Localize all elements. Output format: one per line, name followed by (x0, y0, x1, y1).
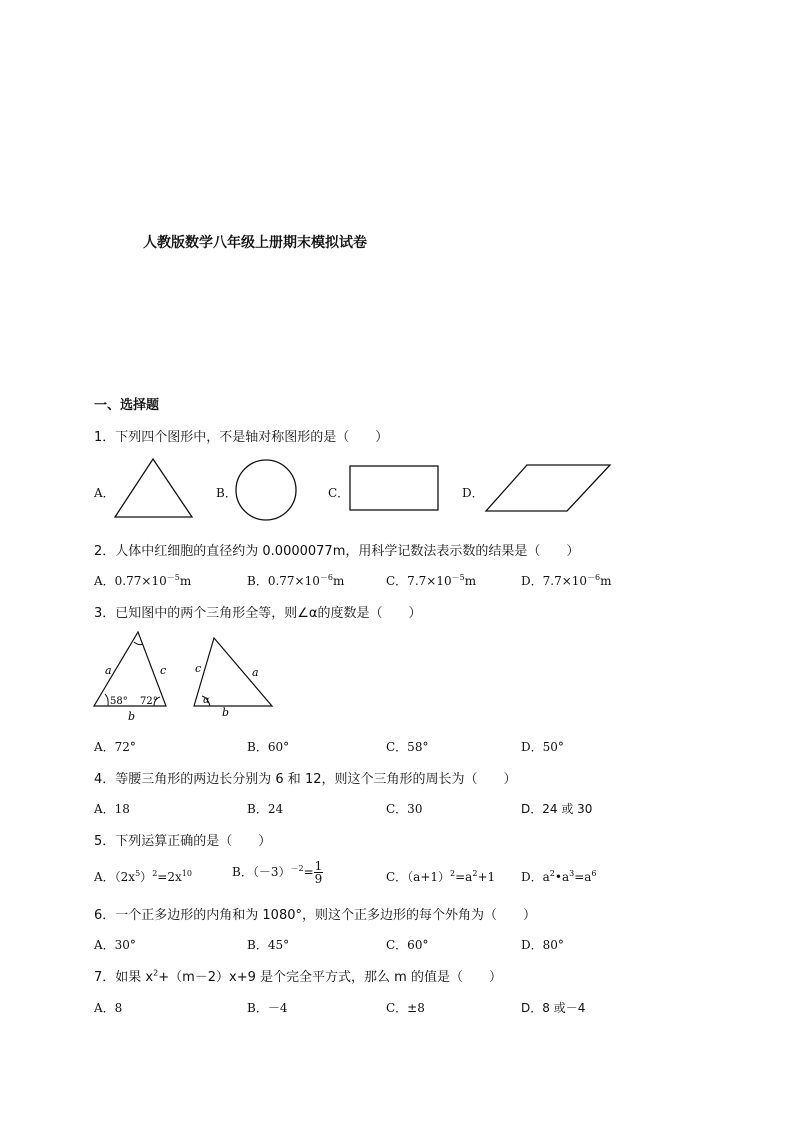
t1-angle-58: 58° (110, 696, 128, 707)
q5-option-c: C．$(a+1)^2=a^2+1$ (386, 869, 496, 884)
rectangle-figure (348, 464, 442, 514)
q2-option-c: C．$7.7\times 10^{-5}m$ (386, 573, 477, 588)
q3-option-c: C．58° (386, 740, 429, 754)
section-heading: 一、选择题 (94, 398, 160, 413)
q6-option-b: B．45° (247, 938, 290, 952)
question-6-stem: 6．一个正多边形的内角和为 1080°，则这个正多边形的每个外角为（ ） (94, 908, 536, 923)
circle-figure (232, 458, 300, 522)
t1-side-b: b (128, 710, 136, 723)
q7-option-a: A．8 (94, 1001, 123, 1015)
q7-option-c: C．±8 (386, 1001, 425, 1015)
q4-option-c: C．30 (386, 802, 423, 816)
parallelogram-figure (484, 462, 614, 514)
q4-option-d: D．24 或 30 (521, 802, 593, 816)
q2-option-b: B．$0.77\times 10^{-6}m$ (247, 573, 345, 588)
q7-option-d: D．8 或－4 (521, 1001, 586, 1015)
q5-option-d: D．$a^2•a^3=a^6$ (521, 869, 597, 884)
q5-option-b: B．$(-3)^{-2}=$ $\frac{1}{9}$ (232, 859, 323, 886)
q1-option-c-label: C． (328, 486, 350, 500)
q5-option-a: A．$(2x^5)^2=2x^{10}$ (94, 869, 192, 884)
q6-option-a: A．30° (94, 938, 136, 952)
q6-option-d: D．80° (521, 938, 564, 952)
q2-option-d: D．$7.7\times 10^{-6}m$ (521, 573, 612, 588)
t2-side-a: a (252, 666, 259, 679)
t2-side-c: c (195, 662, 202, 675)
question-7-stem: 7．如果 $x^2+(m-2)x+9$ 是个完全平方式，那么 m 的值是（ ） (94, 968, 502, 985)
q3-option-d: D．50° (521, 740, 564, 754)
q3-option-b: B．60° (247, 740, 290, 754)
t1-angle-72: 72° (140, 696, 158, 707)
t2-side-b: b (222, 706, 230, 719)
angle-arc-left (105, 694, 108, 706)
q1-option-d-label: D． (462, 486, 484, 500)
q3-option-a: A．72° (94, 740, 136, 754)
fraction-one-ninth: $\frac{1}{9}$ (314, 859, 323, 886)
triangle-figure (112, 456, 196, 520)
page-title: 人教版数学八年级上册期末模拟试卷 (143, 235, 367, 251)
q4-option-a: A．18 (94, 802, 130, 816)
q1-option-b-label: B． (216, 486, 237, 500)
question-1-stem: 1．下列四个图形中，不是轴对称图形的是（ ） (94, 430, 389, 445)
q6-option-c: C．60° (386, 938, 429, 952)
question-3-stem: 3．已知图中的两个三角形全等，则∠α的度数是（ ） (94, 606, 422, 621)
q1-option-a-label: A． (94, 486, 115, 500)
question-5-stem: 5．下列运算正确的是（ ） (94, 834, 272, 849)
question-4-stem: 4．等腰三角形的两边长分别为 6 和 12，则这个三角形的周长为（ ） (94, 772, 517, 787)
congruent-triangles-figure (90, 628, 280, 724)
t1-side-c: c (160, 664, 167, 677)
q2-option-a: A．$0.77\times 10^{-5}m$ (94, 573, 192, 588)
question-2-stem: 2．人体中红细胞的直径约为 0.0000077m，用科学记数法表示数的结果是（ ） (94, 544, 580, 559)
t2-angle-alpha: α (203, 695, 210, 706)
t1-side-a: a (105, 664, 112, 677)
q7-option-b: B．－4 (247, 1001, 288, 1015)
q4-option-b: B．24 (247, 802, 284, 816)
